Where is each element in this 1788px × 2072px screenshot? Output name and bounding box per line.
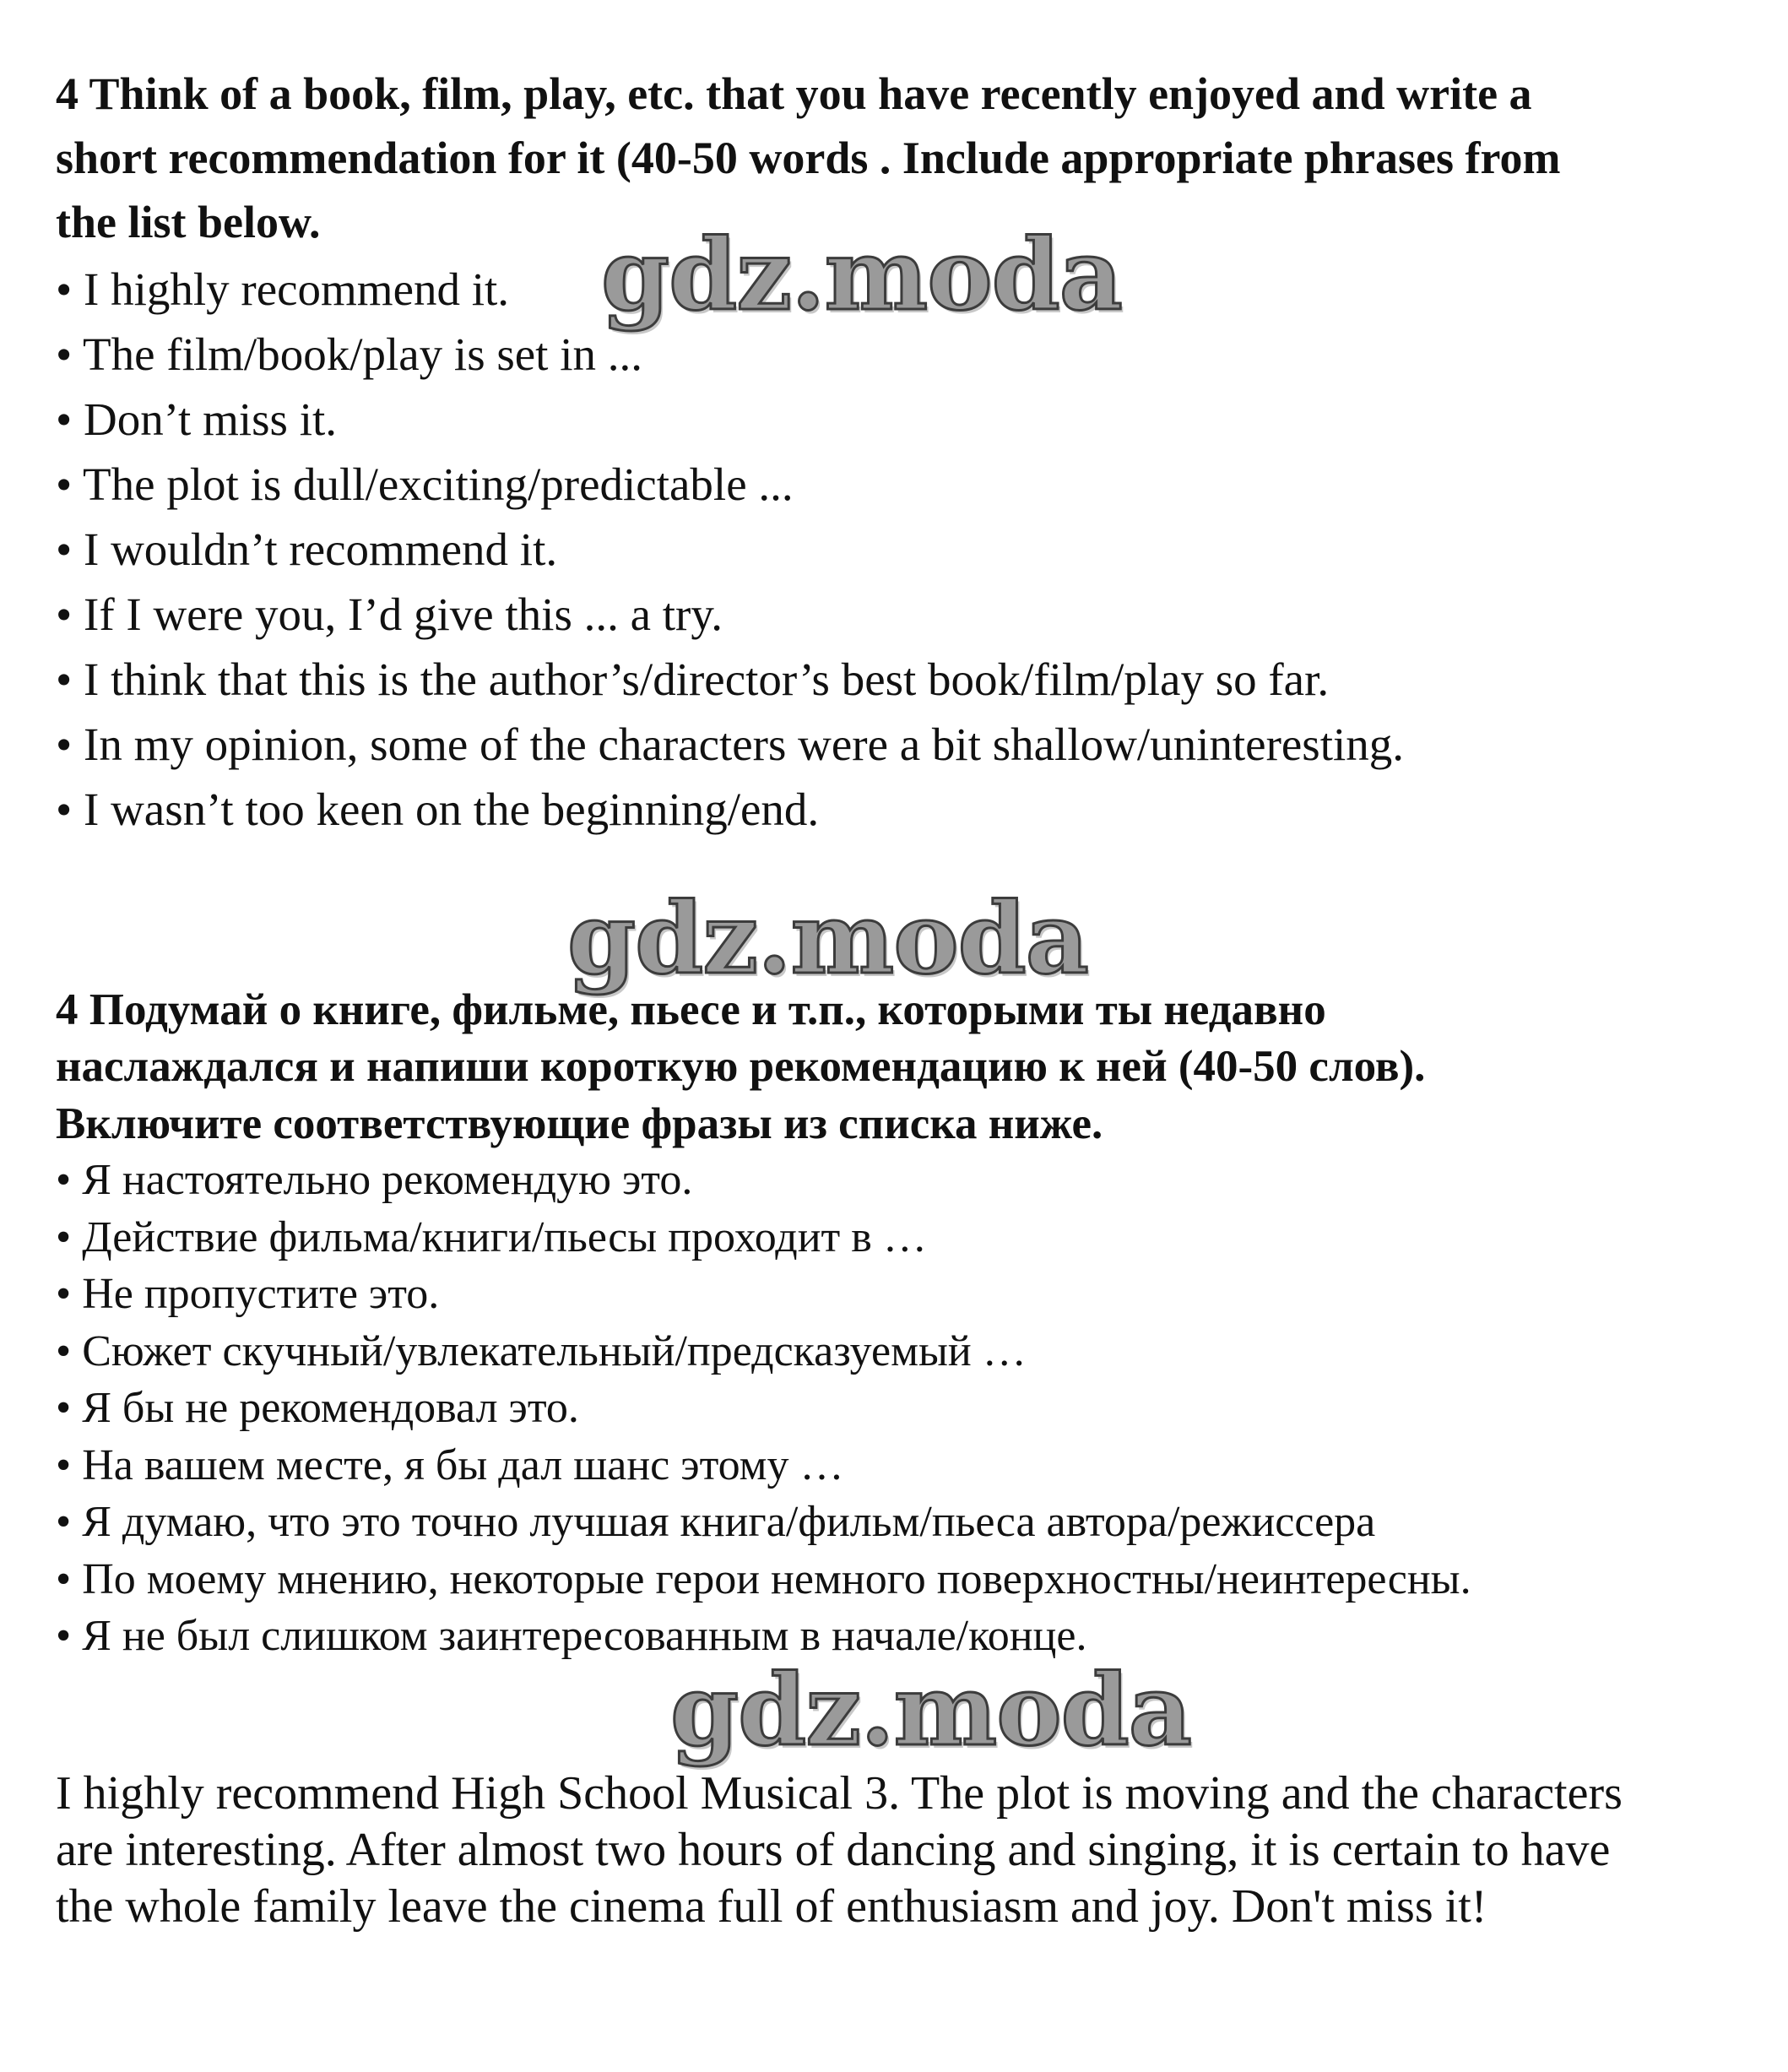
- phrase-ru-item: • По моему мнению, некоторые герои немного поверхностны/неинтересны.: [56, 1555, 1471, 1603]
- task-ru-heading-line-2: наслаждался и напиши короткую рекомендацию к ней (40-50 слов).: [56, 1042, 1426, 1091]
- watermark-logo: gdz.moda: [601, 218, 1122, 333]
- task-ru-heading-line-1: 4 Подумай о книге, фильме, пьесе и т.п., которыми ты недавно: [56, 985, 1326, 1034]
- phrase-en-item: • If I were you, I’d give this ... a try.: [56, 589, 723, 640]
- watermark-logo: gdz.moda: [567, 881, 1088, 996]
- phrase-en-item: • The plot is dull/exciting/predictable ...: [56, 458, 794, 510]
- phrase-en-item: • I highly recommend it.: [56, 263, 510, 315]
- watermark-logo: gdz.moda: [670, 1653, 1191, 1768]
- phrase-ru-item: • Я настоятельно рекомендую это.: [56, 1156, 693, 1204]
- phrase-ru-item: • На вашем месте, я бы дал шанс этому …: [56, 1441, 844, 1489]
- answer-line-1: I highly recommend High School Musical 3. The plot is moving and the characters: [56, 1767, 1623, 1820]
- phrase-ru-item: • Действие фильма/книги/пьесы проходит в …: [56, 1213, 927, 1261]
- task-ru-heading-line-3: Включите соответствующие фразы из списка ниже.: [56, 1099, 1103, 1148]
- phrase-en-item: • In my opinion, some of the characters were a bit shallow/uninteresting.: [56, 719, 1405, 770]
- phrase-ru-item: • Я бы не рекомендовал это.: [56, 1384, 579, 1432]
- phrase-ru-item: • Я думаю, что это точно лучшая книга/фильм/пьеса автора/режиссера: [56, 1498, 1376, 1546]
- phrase-ru-item: • Я не был слишком заинтересованным в начале/конце.: [56, 1612, 1087, 1660]
- phrase-en-item: • I wasn’t too keen on the beginning/end.: [56, 784, 820, 835]
- answer-line-3: the whole family leave the cinema full of enthusiasm and joy. Don't miss it!: [56, 1880, 1487, 1933]
- phrase-ru-item: • Не пропустите это.: [56, 1270, 440, 1318]
- answer-line-2: are interesting. After almost two hours of dancing and singing, it is certain to have: [56, 1824, 1611, 1876]
- phrase-ru-item: • Сюжет скучный/увлекательный/предсказуемый …: [56, 1327, 1027, 1375]
- phrase-en-item: • I wouldn’t recommend it.: [56, 523, 558, 575]
- task-en-heading-line-2: short recommendation for it (40-50 words . Include appropriate phrases from: [56, 133, 1561, 183]
- task-en-heading-line-3: the list below.: [56, 197, 321, 247]
- phrase-en-item: • I think that this is the author’s/director’s best book/film/play so far.: [56, 654, 1330, 705]
- task-en-heading-line-1: 4 Think of a book, film, play, etc. that you have recently enjoyed and write a: [56, 68, 1532, 119]
- phrase-en-item: • The film/book/play is set in ...: [56, 328, 642, 380]
- phrase-en-item: • Don’t miss it.: [56, 393, 338, 445]
